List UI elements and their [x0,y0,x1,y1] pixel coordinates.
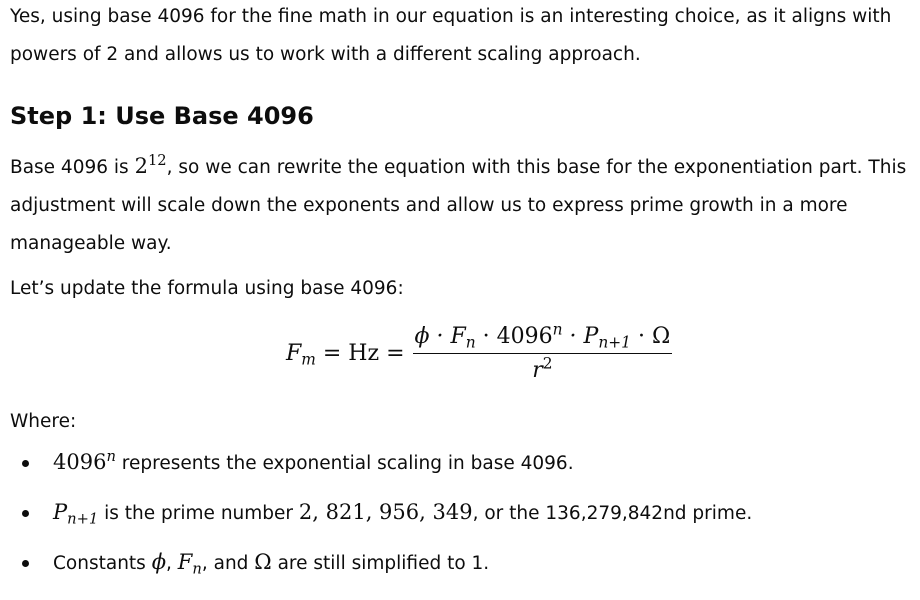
where-label: Where: [10,411,77,432]
formula-hz: = Hz = [315,340,405,366]
formula-lhs: $F_m = Hz$ = [286,340,405,369]
explanation-paragraph [10,147,915,263]
explanation-text-after: , so we can rewrite the equation with this base for the exponentiation part. This adjustment will scale down the exponents and allow us to express prime growth in a more manageable way. [10,157,907,254]
definition-list [10,447,753,600]
formula-numerator: $\phi \cdot F_n \cdot 4096^n \cdot P_{n+1} \cdot \Omega$ [414,320,671,352]
intro-paragraph: Yes, using base 4096 for the fine math in our equation is an interesting choice, as it aligns with powers of 2 and allows us to work with a different scaling approach. [10,6,892,65]
list-item: $P_{n+1}$ is the prime number 2, 821, 956, 349, or the 136,279,842nd prime. [10,500,752,526]
explanation-text-before: Base 4096 is [10,157,135,178]
formula-display [286,318,672,388]
bullet-dot [22,560,29,567]
bullet-dot [22,510,29,517]
update-paragraph: Let’s update the formula using base 4096: [10,278,404,299]
formula-fraction [413,320,673,383]
formula-denominator: $r^2$ [532,354,553,383]
bullet-dot [22,460,29,467]
math-power-of-two: $2^{12}$ [134,151,167,178]
list-item: Constants ϕ, $F_n$, and Ω are still simplified to 1. [10,550,752,576]
list-item: 4096$^n$ represents the exponential scaling in base 4096. [10,450,752,476]
step-heading: Step 1: Use Base 4096 [10,102,314,130]
